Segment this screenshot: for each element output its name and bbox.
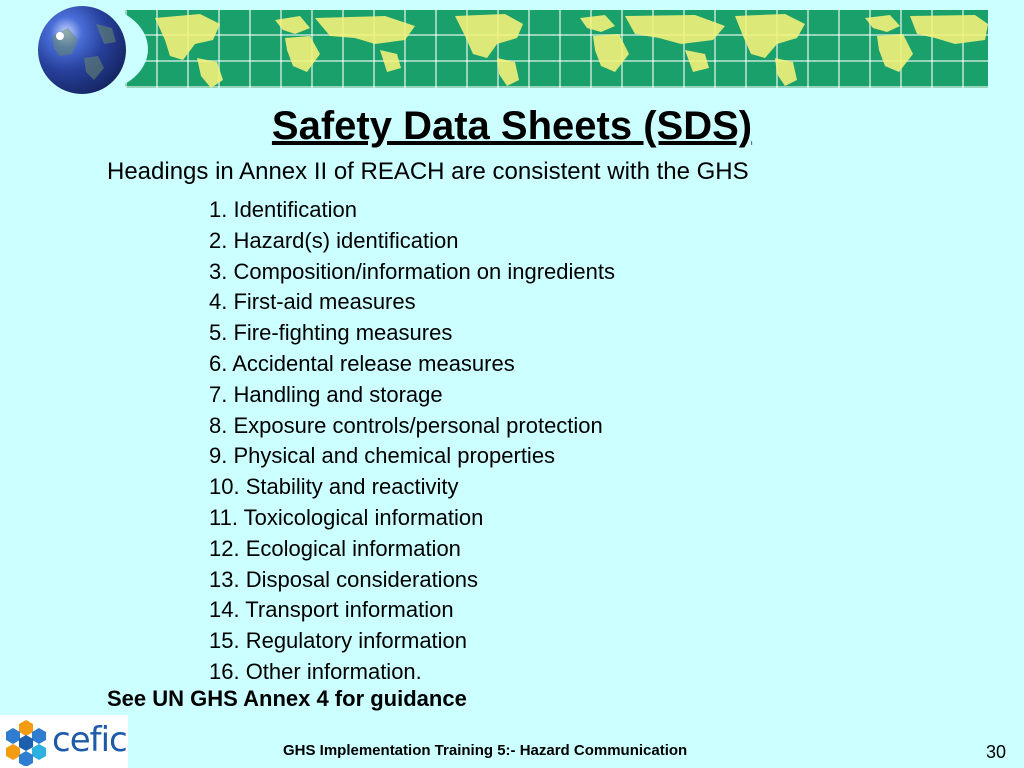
list-item: 16. Other information. [209, 658, 422, 684]
list-item: 7. Handling and storage [209, 381, 443, 407]
cefic-hexagon-icon [2, 718, 50, 766]
globe-icon [38, 6, 126, 94]
world-map-image [125, 10, 988, 88]
list-item: 1. Identification [209, 197, 357, 222]
cefic-wordmark: cefic [52, 720, 127, 760]
list-item: 11. Toxicological information [209, 504, 484, 530]
list-item: 15. Regulatory information [209, 628, 468, 654]
list-item: 9. Physical and chemical properties [209, 443, 556, 469]
cefic-logo [0, 715, 128, 768]
list-item: 6. Accidental release measures [209, 350, 515, 376]
list-item: 8. Exposure controls/personal protection [209, 412, 603, 438]
list-item: 4. First-aid measures [209, 289, 416, 315]
world-map-banner [125, 10, 988, 88]
list-item: 14. Transport information [209, 597, 454, 623]
list-item: 3. Composition/information on ingredients [209, 258, 616, 284]
list-item: 5. Fire-fighting measures [209, 320, 453, 346]
page-number: 30 [986, 742, 1007, 762]
list-item: 10. Stability and reactivity [209, 474, 459, 500]
footer-text: GHS Implementation Training 5:- Hazard Communication [283, 742, 688, 759]
list-item: 13. Disposal considerations [209, 566, 479, 592]
sds-headings-list [209, 195, 615, 688]
list-item: 2. Hazard(s) identification [209, 227, 459, 253]
list-item: 12. Ecological information [209, 535, 461, 561]
slide-subtitle: Headings in Annex II of REACH are consistent with the GHS [107, 158, 749, 185]
slide-title: Safety Data Sheets (SDS) [271, 104, 753, 148]
guidance-note: See UN GHS Annex 4 for guidance [107, 686, 467, 711]
